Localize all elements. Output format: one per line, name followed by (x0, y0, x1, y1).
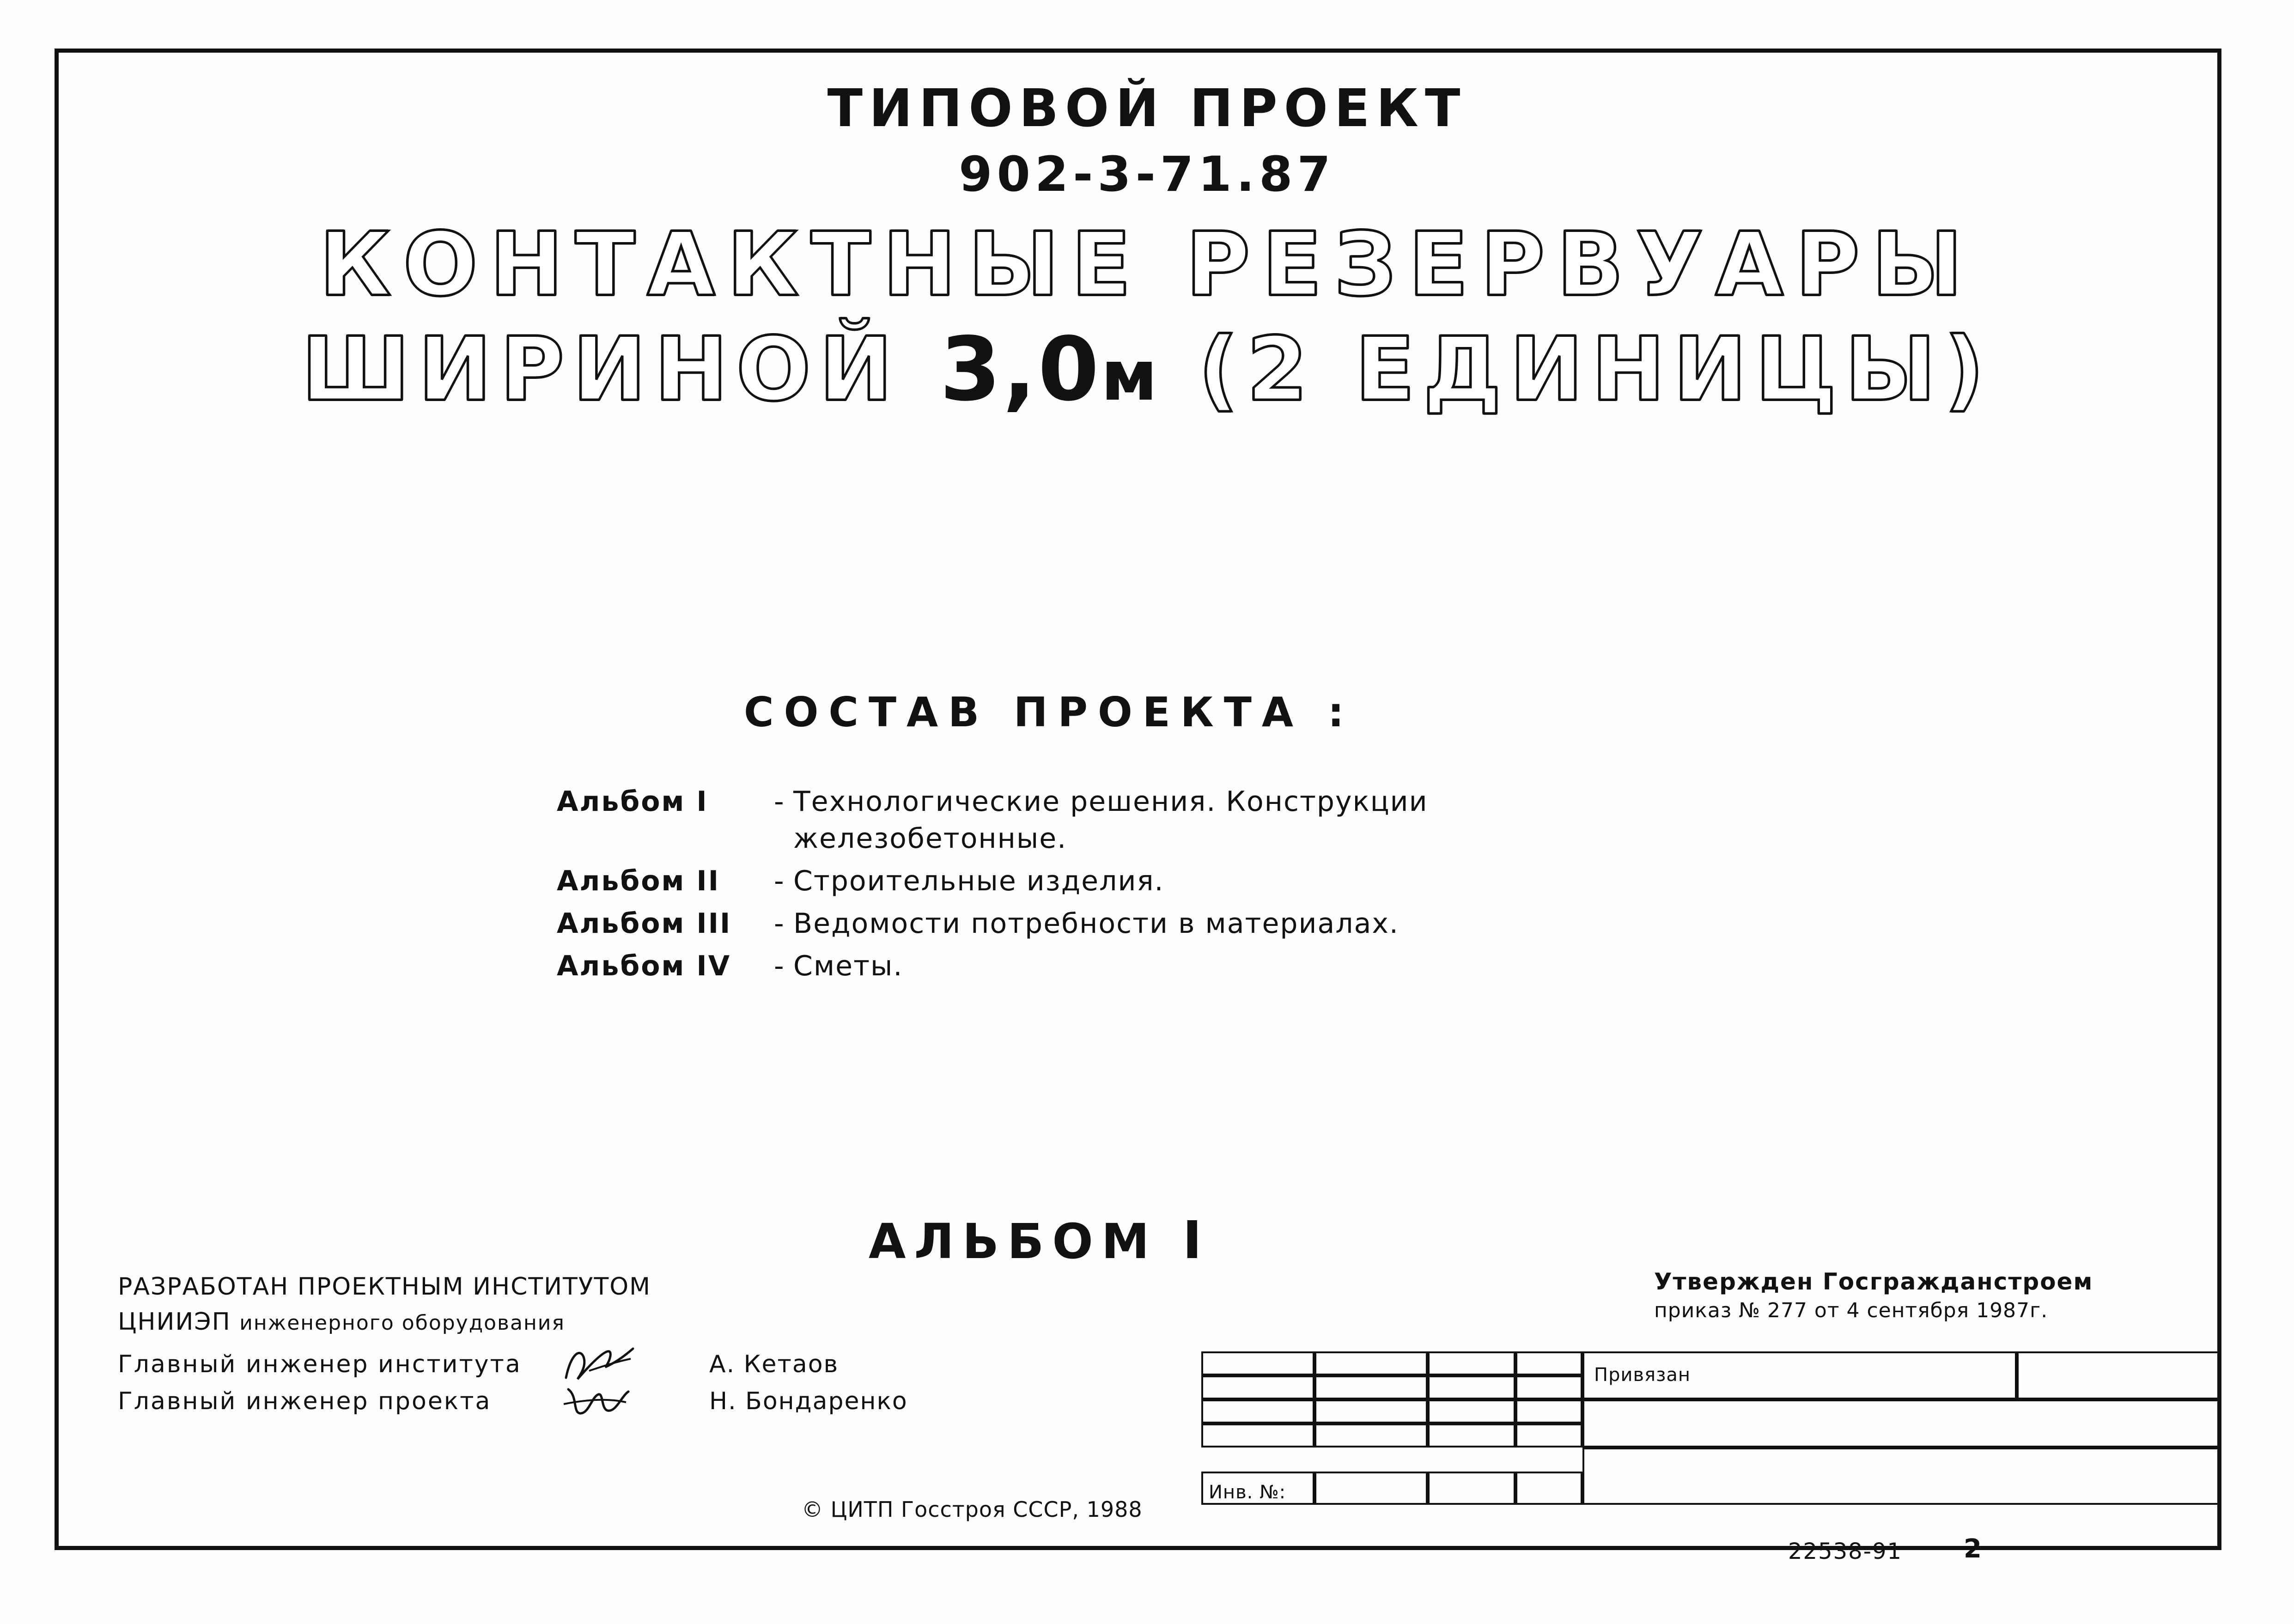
stamp-cell (1314, 1375, 1428, 1399)
list-item (557, 785, 1758, 818)
stamp-cell (1201, 1375, 1314, 1399)
album-label: Альбом III (557, 907, 732, 940)
signer-name: А. Кетаов (709, 1350, 839, 1378)
stamp-cell (1428, 1423, 1515, 1448)
page-number: 2 (1964, 1534, 1982, 1564)
stamp-cell (1582, 1399, 2220, 1448)
stamp-cell (1201, 1423, 1314, 1448)
stamp-cell (1428, 1472, 1515, 1505)
stamp-cell (1428, 1351, 1515, 1375)
album-label: Альбом II (557, 865, 720, 897)
album-label: Альбом I (557, 785, 708, 818)
album-description: Строительные изделия. (793, 865, 1164, 897)
stamp-cell (2017, 1351, 2220, 1399)
album-dash: - (774, 785, 785, 818)
composition-heading: СОСТАВ ПРОЕКТА : (744, 688, 1354, 736)
current-album-number: I (1182, 1210, 1202, 1271)
developer-line-1: РАЗРАБОТАН ПРОЕКТНЫМ ИНСТИТУТОМ (118, 1273, 651, 1301)
document-number: 22538-91 (1788, 1539, 1903, 1564)
current-album-heading (869, 1210, 1202, 1271)
developer-line-2 (118, 1308, 1065, 1336)
signature-icon (561, 1343, 709, 1385)
list-item (557, 950, 1758, 982)
developer-block (118, 1273, 1065, 1417)
signature-row (118, 1380, 1065, 1415)
signature-mark (561, 1343, 709, 1378)
project-title-line-1: КОНТАКТНЫЕ РЕЗЕРВУАРЫ (319, 213, 1975, 316)
signature-row (118, 1343, 1065, 1378)
stamp-cell (1201, 1351, 1314, 1375)
title-width-word: ШИРИНОЙ (301, 318, 901, 420)
stamp-cell (1515, 1375, 1582, 1399)
stamp-cell (1428, 1375, 1515, 1399)
album-label: Альбом IV (557, 950, 731, 982)
signature-mark (561, 1380, 709, 1415)
stamp-inventory-label: Инв. №: (1209, 1482, 1286, 1503)
approval-order: приказ № 277 от 4 сентября 1987г. (1654, 1299, 2048, 1322)
album-dash: - (774, 865, 785, 897)
title-block (0, 79, 2294, 420)
copyright-notice: © ЦИТП Госстроя СССР, 1988 (802, 1497, 1143, 1522)
title-stamp-table (1201, 1351, 2220, 1518)
stamp-cell (1428, 1399, 1515, 1423)
signer-role: Главный инженер проекта (118, 1387, 492, 1415)
stamp-cell (1515, 1399, 1582, 1423)
stamp-cell (1314, 1472, 1428, 1505)
album-dash: - (774, 950, 785, 982)
stamp-cell (1314, 1423, 1428, 1448)
stamp-cell (1515, 1423, 1582, 1448)
approval-authority: Утвержден Госгражданстроем (1654, 1268, 2093, 1295)
stamp-cell (1515, 1351, 1582, 1375)
developer-institute-abbr: ЦНИИЭП (118, 1308, 231, 1336)
approval-block (1654, 1268, 2093, 1322)
stamp-cell (1314, 1399, 1428, 1423)
album-description: Сметы. (793, 950, 903, 982)
album-description-continuation: железобетонные. (793, 822, 1067, 855)
album-dash: - (774, 907, 785, 940)
album-description: Технологические решения. Конструкции (793, 785, 1428, 818)
current-album-word: АЛЬБОМ (869, 1213, 1158, 1270)
signer-name: Н. Бондаренко (709, 1387, 908, 1415)
list-item (557, 865, 1758, 897)
album-description: Ведомости потребности в материалах. (793, 907, 1399, 940)
stamp-cell (1582, 1448, 2220, 1505)
developer-institute-rest: инженерного оборудования (239, 1311, 565, 1335)
title-units-count: (2 ЕДИНИЦЫ) (1198, 318, 1993, 420)
album-list (557, 785, 1758, 992)
signer-role: Главный инженер института (118, 1350, 522, 1378)
stamp-bound-label: Привязан (1594, 1364, 1691, 1386)
stamp-cell (1314, 1351, 1428, 1375)
title-width-unit: м (1101, 336, 1160, 416)
list-item (557, 907, 1758, 940)
project-type-label: ТИПОВОЙ ПРОЕКТ (827, 79, 1467, 139)
stamp-cell (1515, 1472, 1582, 1505)
project-code: 902-3-71.87 (959, 146, 1335, 202)
signature-icon (561, 1380, 709, 1422)
project-title-line-2 (0, 318, 2294, 420)
stamp-cell (1201, 1399, 1314, 1423)
title-width-value: 3,0 (940, 318, 1101, 420)
